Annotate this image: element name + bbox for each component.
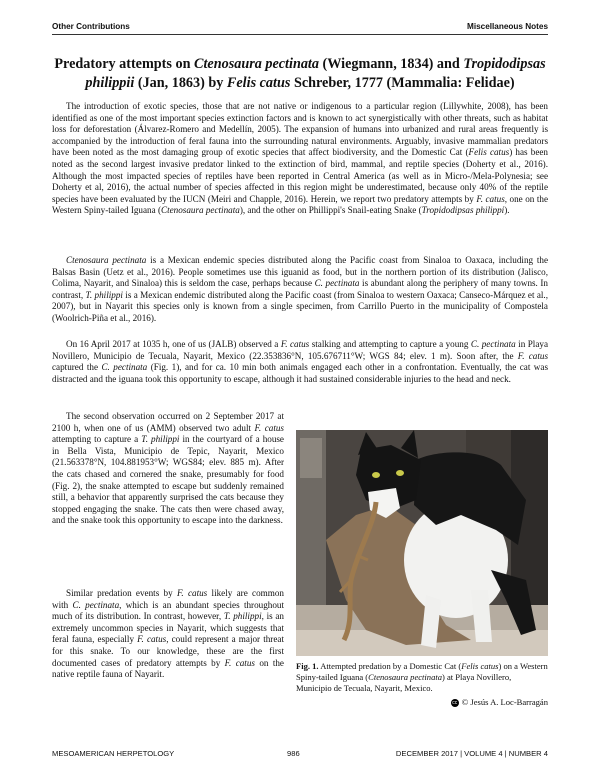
cat-iguana-photo xyxy=(296,430,548,656)
paragraph-species-background: Ctenosaura pectinata is a Mexican endemic species distributed along the Pacific coast from Sinaloa to Oaxaca, including the Balsas Basin (Uetz et al., 2016). People sometimes use this iguanid as food, but in the northern portion of its distribution (Jalisco, Colima, Nayarit, and Sinaloa) this is seldom the case, perhaps because C. pectinata is abundant along the periphery of many towns. In contrast, T. philippi is a Mexican endemic distributed along the Pacific coast (from Sinaloa to western Oaxaca; Canseco-Márquez et al., 2007), but in Nayarit this species only is known from a single specimen, from Carrillo Puerto in the municipality of Compostela (Woolrich-Piña et al., 2016). xyxy=(52,255,549,323)
page-number: 986 xyxy=(287,749,300,758)
header-rule xyxy=(52,34,548,35)
paragraph-first-observation: On 16 April 2017 at 1035 h, one of us (JALB) observed a F. catus stalking and attempting to capture a young C. pectinata in Playa Novillero, Municipio de Tecuala, Nayarit, Mexico (22.353836°N, 105.676711°W; WGS 84; elev. 1 m). Soon after, the F. catus captured the C. pectinata (Fig. 1), and for ca. 10 min both animals engaged each other in a confrontation. Eventually, the cat was distracted and the iguana took this opportunity to escape, although it had sustained considerable injuries to the head and neck. xyxy=(52,339,548,384)
issue-info: DECEMBER 2017 | VOLUME 4 | NUMBER 4 xyxy=(395,749,548,758)
photo-credit: cc © Jesús A. Loc-Barragán xyxy=(452,697,548,707)
paragraph-introduction: The introduction of exotic species, those that are not native or indigenous to a particular region (Lillywhite, 2008), has been identified as one of the most important species extinction factors and is known to act synergistically with other threats, such as habitat loss for deforestation (Álvarez-Romero and Medellín, 2005). The expansion of humans into urbanized and rural areas frequently is accompanied by the introduction of feral fauna into the surrounding natural environments. Arguably, invasive mammalian predators have been noted as the most damaging group of exotic species that affect biodiversity, and the Domestic Cat (Felis catus) has been noted as the second largest invasive predator linked to the extinction of bird, mammal, and reptile species (Doherty et al., 2016). Although the most impacted species of reptiles have been reported in Central America (as well as in Micro-/Mela-Polynesia; see Doherty et al, 2016), the actual number of species affected in this region might be underestimated, because only 40% of the reptile species have been evaluated by the IUCN (Meiri and Chapple, 2016). Herein, we report two predatory attempts by F. catus, one on the Western Spiny-tailed Iguana (Ctenosaura pectinata), and the other on Phillippi's Snail-eating Snake (Tropidodipsas philippi). xyxy=(52,101,548,216)
article-title: Predatory attempts on Ctenosaura pectinata (Wiegmann, 1834) and Tropidodipsas philippii (Jan, 1863) by Felis catus Schreber, 1777 (Mammalia: Felidae) xyxy=(54,56,546,91)
running-header-right: Miscellaneous Notes xyxy=(467,22,548,31)
figure-photo xyxy=(296,430,548,656)
figure-caption: Fig. 1. Attempted predation by a Domestic Cat (Felis catus) on a Western Spiny-tailed Iguana (Ctenosaura pectinata) at Playa Novillero, Municipio de Tecuala, Nayarit, Mexico. xyxy=(296,661,548,694)
paragraph-second-observation: The second observation occurred on 2 September 2017 at 2100 h, when one of us (AMM) observed two adult F. catus attempting to capture a T. philippi in the courtyard of a house in Bella Vista, Municipio de Tepic, Nayarit, Mexico (21.563378°N, 104.881953°W; WGS84; elev. 885 m). After the cats chased and cornered the snake, presumably for food (Fig. 2), the snake attempted to escape but suddenly remained still, a behavior that apparently surprised the cats because they stopped engaging the snake. The cats then were chased away, and the snake took this opportunity to escape into the darkness. xyxy=(52,411,284,526)
journal-name: MESOAMERICAN HERPETOLOGY xyxy=(52,749,175,758)
running-header-left: Other Contributions xyxy=(52,22,130,31)
paragraph-discussion: Similar predation events by F. catus likely are common with C. pectinata, which is an abundant species throughout much of its distribution. In contrast, however, T. philippi, is an extremely uncommon species in Nayarit, which suggests that feral fauna, especially F. catus, could represent a major threat for this snake. To our knowledge, these are the first documented cases of predatory attempts by F. catus on the native reptile fauna of Nayarit. xyxy=(52,588,284,680)
creative-commons-icon: cc xyxy=(452,700,458,707)
